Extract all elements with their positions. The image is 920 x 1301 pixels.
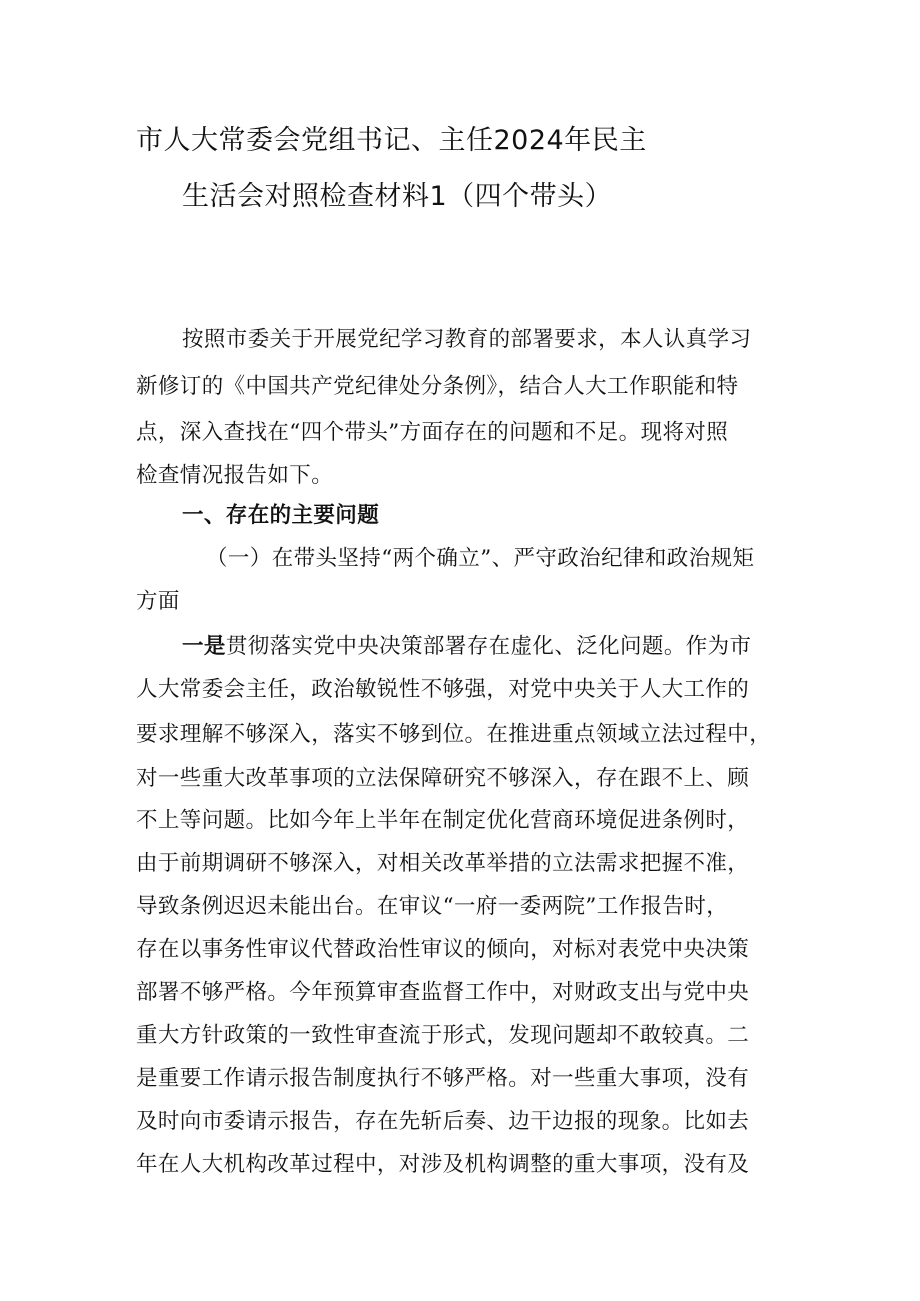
- section-heading: 一、存在的主要问题: [182, 503, 380, 528]
- paragraph-line: 由于前期调研不够深入，对相关改革举措的立法需求把握不准，: [136, 851, 750, 876]
- intro-line-3: 点，深入查找在“四个带头”方面存在的问题和不足。现将对照: [136, 420, 729, 445]
- subsection-heading-line-1: （一）在带头坚持“两个确立”、严守政治纪律和政治规矩: [206, 546, 755, 571]
- paragraph-line: 是重要工作请示报告制度执行不够严格。对一些重大事项，没有: [136, 1066, 750, 1091]
- paragraph-line: 重大方针政策的一致性审查流于形式，发现问题却不敢较真。二: [136, 1023, 750, 1048]
- paragraph-line: 存在以事务性审议代替政治性审议的倾向，对标对表党中央决策: [136, 937, 750, 962]
- paragraph-line: 部署不够严格。今年预算审查监督工作中，对财政支出与党中央: [136, 980, 750, 1005]
- paragraph-line: 人大常委会主任，政治敏锐性不够强，对党中央关于人大工作的: [136, 677, 750, 702]
- document-title-line-2: 生活会对照检查材料1（四个带头）: [182, 181, 613, 212]
- paragraph-lead: 一是: [182, 634, 226, 659]
- document-title-line-1: 市人大常委会党组书记、主任2024年民主: [136, 125, 647, 156]
- subsection-heading-line-2: 方面: [136, 589, 180, 614]
- paragraph-line: 及时向市委请示报告，存在先斩后奏、边干边报的现象。比如去: [136, 1109, 750, 1134]
- paragraph-line: 要求理解不够深入，落实不够到位。在推进重点领域立法过程中，: [136, 722, 772, 747]
- paragraph-line-1: [182, 629, 842, 660]
- intro-line-2: 新修订的《中国共产党纪律处分条例》，结合人大工作职能和特: [136, 374, 739, 399]
- paragraph-line: 对一些重大改革事项的立法保障研究不够深入，存在跟不上、顾: [136, 766, 750, 791]
- paragraph-line: 不上等问题。比如今年上半年在制定优化营商环境促进条例时，: [136, 808, 750, 833]
- paragraph-line: 导致条例迟迟未能出台。在审议“一府一委两院”工作报告时，: [136, 894, 729, 919]
- intro-line-4: 检查情况报告如下。: [136, 463, 334, 488]
- intro-line-1: 按照市委关于开展党纪学习教育的部署要求，本人认真学习: [182, 327, 752, 352]
- paragraph-line: 年在人大机构改革过程中，对涉及机构调整的重大事项，没有及: [136, 1152, 750, 1177]
- paragraph-first-text: 贯彻落实党中央决策部署存在虚化、泛化问题。作为市: [225, 634, 752, 659]
